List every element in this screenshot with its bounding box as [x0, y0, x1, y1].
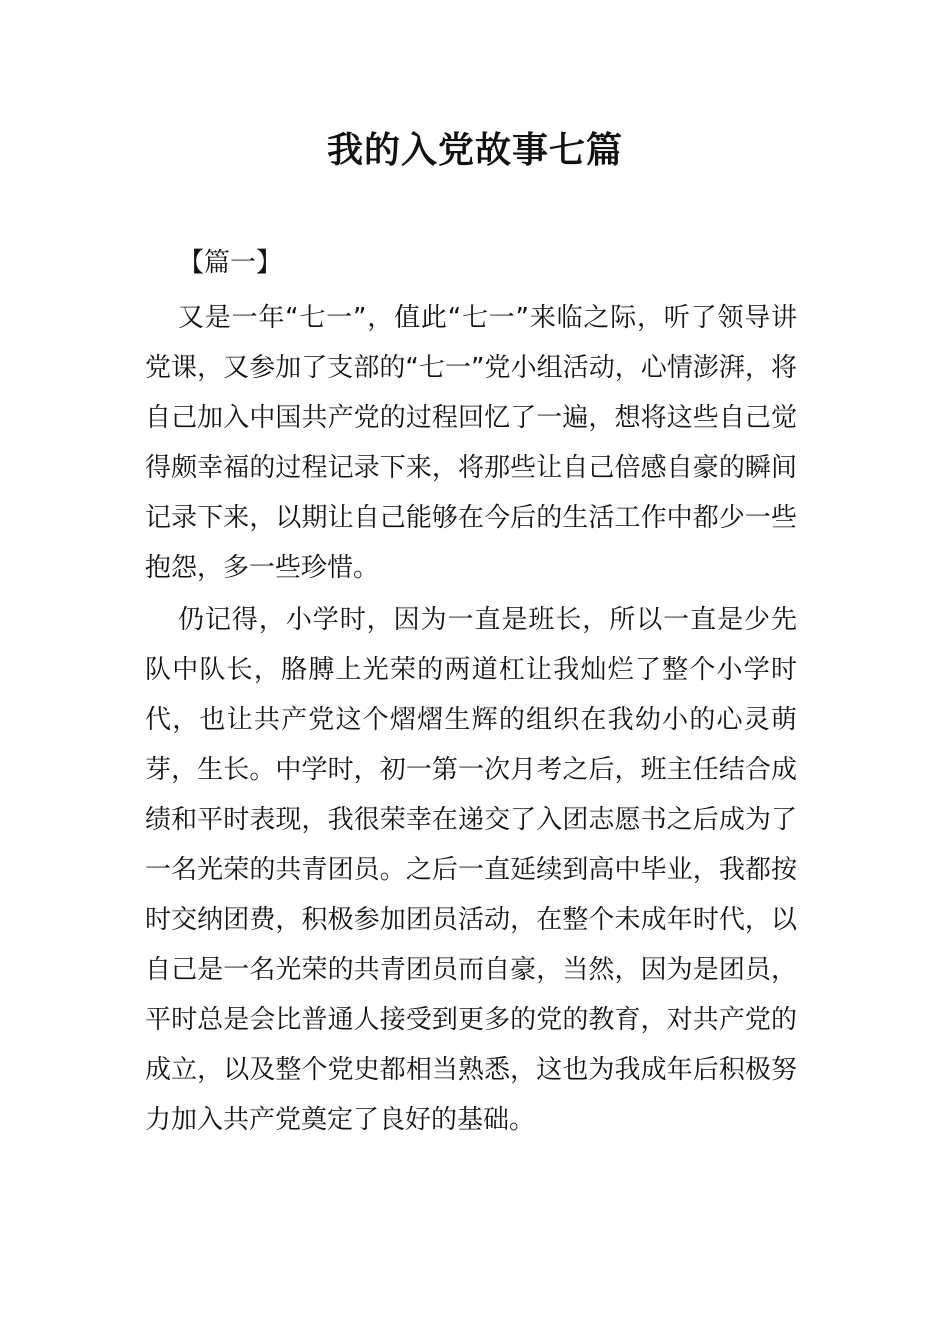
- section-label: 【篇一】: [178, 248, 283, 278]
- paragraph-2: 仍记得，小学时，因为一直是班长，所以一直是少先队中队长，胳膊上光荣的两道杠让我灿烂了整个小学时代，也让共产党这个熠熠生辉的组织在我幼小的心灵萌芽，生长。中学时，初一第一次月考之后，班主任结合成绩和平时表现，我很荣幸在递交了入团志愿书之后成为了一名光荣的共青团员。之后一直延续到高中毕业，我都按时交纳团费，积极参加团员活动，在整个未成年时代，以自己是一名光荣的共青团员而自豪，当然，因为是团员，平时总是会比普通人接受到更多的党的教育，对共产党的成立，以及整个党史都相当熟悉，这也为我成年后积极努力加入共产党奠定了良好的基础。: [145, 605, 797, 1135]
- document-title: 我的入党故事七篇: [326, 130, 623, 171]
- body-text: [145, 293, 797, 1145]
- paragraph-1: 又是一年“七一”，值此“七一”来临之际，听了领导讲党课，又参加了支部的“七一”党小组活动，心情澎湃，将自己加入中国共产党的过程回忆了一遍，想将这些自己觉得颇幸福的过程记录下来，将那些让自己倍感自豪的瞬间记录下来，以期让自己能够在今后的生活工作中都少一些抱怨，多一些珍惜。: [145, 303, 797, 583]
